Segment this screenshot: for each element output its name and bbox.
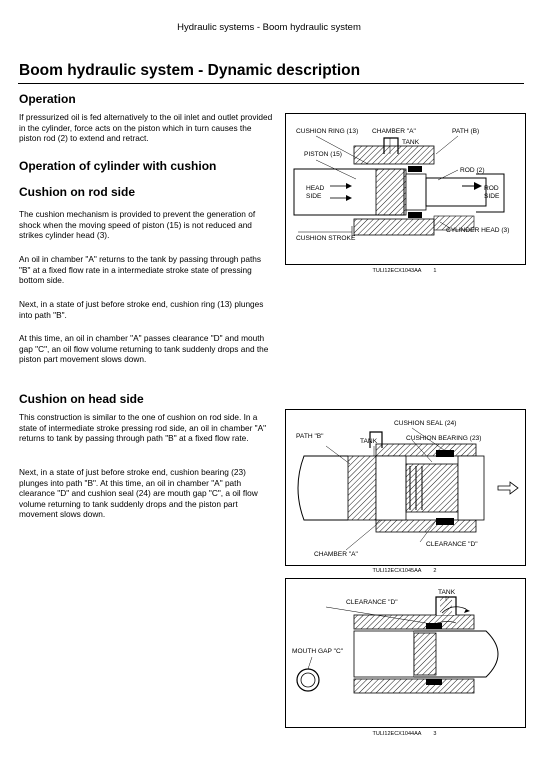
label-cushion-bearing: CUSHION BEARING (23): [406, 435, 482, 442]
label-path-b: PATH (B): [452, 128, 480, 135]
paragraph-rod-side-1: The cushion mechanism is provided to prevent the generation of shock when the moving speed of piston (15) is not reduced and strikes cylinder head (3).: [19, 209, 256, 241]
figure-1-number: 1: [433, 268, 437, 274]
label-head-side-1: HEAD: [306, 185, 325, 192]
paragraph-rod-side-3: Next, in a state of just before stroke end, cushion ring (13) plunges into path "B".: [19, 299, 264, 320]
label-mouth-gap: MOUTH GAP "C": [292, 648, 344, 655]
figure-3-code: TULI12ECX1044AA: [372, 731, 422, 737]
figure-2-head-side-cushion: [285, 409, 526, 566]
label-tank: TANK: [438, 589, 456, 596]
label-chamber-a: CHAMBER "A": [372, 128, 416, 135]
heading-cylinder-cushion: Operation of cylinder with cushion: [19, 159, 217, 173]
label-cylinder-head: CYLINDER HEAD (3): [446, 227, 510, 234]
title-rule: [18, 83, 524, 84]
label-clearance-d: CLEARANCE "D": [426, 541, 478, 548]
label-head-side-2: SIDE: [306, 193, 322, 200]
heading-rod-side: Cushion on rod side: [19, 185, 135, 199]
paragraph-head-side-2: Next, in a state of just before stroke end, cushion bearing (23) plunges into path "B". At this time, an oil in chamber "A" path clearance "D" and cushion seal (24) are mouth gap "C", a oil flow volume returning to tank suddenly drops and the piston part movement slows down.: [19, 467, 258, 520]
label-rod-side-1: ROD: [484, 185, 499, 192]
figure-2-number: 2: [433, 568, 437, 574]
figure-3-number: 3: [433, 731, 437, 737]
label-path-b: PATH "B": [296, 433, 324, 440]
label-cushion-seal: CUSHION SEAL (24): [394, 420, 457, 427]
label-tank: TANK: [402, 139, 420, 146]
paragraph-rod-side-2: An oil in chamber "A" returns to the tank by passing through paths "B" at a fixed flow rate in a intermediate stroke state of pressing bottom side.: [19, 254, 262, 286]
label-cushion-stroke: CUSHION STROKE: [296, 235, 356, 242]
figure-1-caption: [285, 268, 524, 274]
label-cushion-ring: CUSHION RING (13): [296, 128, 359, 135]
paragraph-operation: If pressurized oil is fed alternatively to the oil inlet and outlet provided in the cylinder, force acts on the piston which in turn causes the piston rod (2) to extend and retract.: [19, 112, 273, 144]
page-title: Boom hydraulic system - Dynamic description: [19, 62, 361, 79]
figure-2-drawing: [286, 410, 525, 565]
label-tank: TANK: [360, 438, 378, 445]
label-clearance-d: CLEARANCE "D": [346, 599, 398, 606]
heading-head-side: Cushion on head side: [19, 392, 144, 406]
heading-operation: Operation: [19, 92, 76, 106]
paragraph-head-side-1: This construction is similar to the one of cushion on rod side. In a state of intermediate stroke pressing rod side, an oil in chamber "A" returns to tank by passing through path "B" at a fixed flow rate.: [19, 412, 267, 444]
figure-2-code: TULI12ECX1045AA: [372, 568, 422, 574]
label-rod: ROD (2): [460, 167, 485, 174]
running-header: Hydraulic systems - Boom hydraulic system: [177, 22, 361, 33]
figure-2-caption: [285, 568, 524, 574]
figure-1-code: TULI12ECX1043AA: [372, 268, 422, 274]
figure-3-clearance-detail: [285, 578, 526, 728]
label-piston: PISTON (15): [304, 151, 342, 158]
figure-3-drawing: [286, 579, 525, 727]
figure-1-drawing: [286, 114, 525, 264]
figure-3-caption: [285, 731, 524, 737]
figure-1-rod-side-cushion: [285, 113, 526, 265]
label-chamber-a: CHAMBER "A": [314, 551, 358, 558]
label-rod-side-2: SIDE: [484, 193, 500, 200]
paragraph-rod-side-4: At this time, an oil in chamber "A" passes clearance "D" and mouth gap "C", an oil flow volume returning to tank suddenly drops and the piston part movement slows down.: [19, 333, 269, 365]
